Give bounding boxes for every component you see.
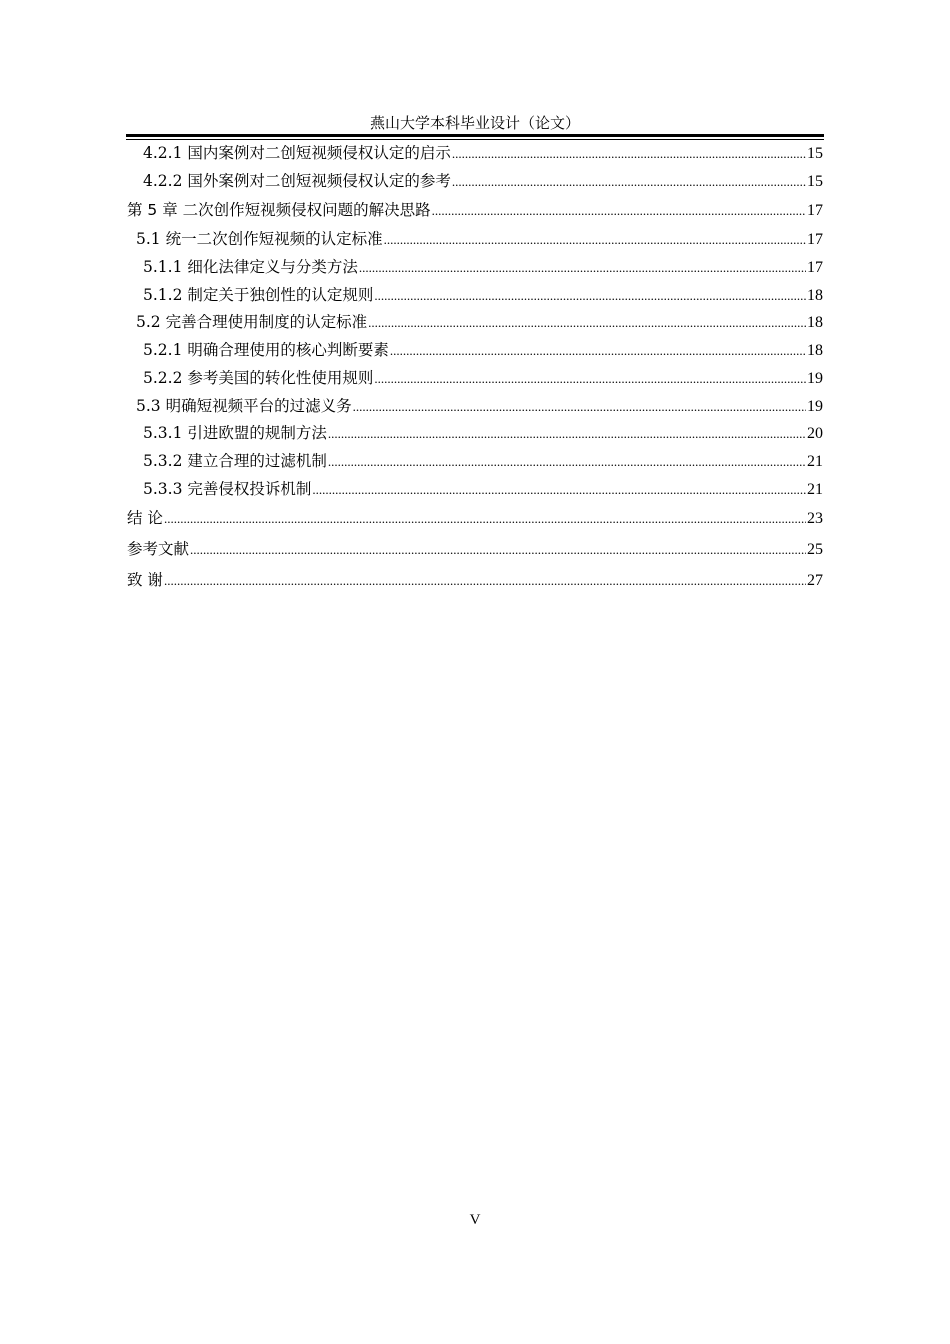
toc-entry-4-2-1[interactable] xyxy=(127,140,823,168)
toc-entry-page: 17 xyxy=(807,231,823,249)
toc-dot-leader xyxy=(374,365,806,393)
toc-entry-label: 4.2.1 国内案例对二创短视频侵权认定的启示 xyxy=(143,144,451,162)
toc-entry-page: 23 xyxy=(807,510,823,528)
toc-entry-5-3-3[interactable] xyxy=(127,476,823,504)
toc-dot-leader xyxy=(353,393,806,421)
toc-entry-5-1-1[interactable] xyxy=(127,254,823,282)
toc-entry-page: 15 xyxy=(807,172,823,190)
toc-entry-page: 19 xyxy=(807,397,823,415)
page-header-title: 燕山大学本科毕业设计（论文） xyxy=(369,114,580,132)
toc-dot-leader xyxy=(312,476,806,504)
toc-entry-page: 20 xyxy=(807,425,823,443)
toc-entry-page: 17 xyxy=(807,259,823,277)
toc-entry-page: 18 xyxy=(807,286,823,304)
toc-entry-page: 17 xyxy=(807,202,823,220)
toc-dot-leader xyxy=(390,337,806,365)
toc-entry-label: 5.3.3 完善侵权投诉机制 xyxy=(143,479,312,498)
toc-entry-page: 19 xyxy=(807,369,823,387)
toc-dot-leader xyxy=(164,503,806,534)
toc-dot-leader xyxy=(452,140,806,168)
toc-dot-leader xyxy=(328,448,806,476)
toc-entry-page: 27 xyxy=(807,572,823,590)
toc-entry-label: 5.1 统一二次创作短视频的认定标准 xyxy=(136,230,383,249)
toc-entry-references[interactable] xyxy=(127,534,823,565)
toc-dot-leader xyxy=(452,168,806,196)
table-of-contents xyxy=(127,140,823,596)
toc-entry-label: 结 论 xyxy=(127,509,163,528)
toc-entry-5-3[interactable] xyxy=(127,393,823,421)
toc-entry-label: 4.2.2 国外案例对二创短视频侵权认定的参考 xyxy=(143,171,451,190)
toc-dot-leader xyxy=(374,282,806,310)
toc-entry-page: 25 xyxy=(807,541,823,559)
toc-entry-label: 参考文献 xyxy=(127,540,190,559)
toc-entry-5-3-1[interactable] xyxy=(127,420,823,448)
toc-entry-label: 5.3.2 建立合理的过滤机制 xyxy=(143,451,327,470)
toc-entry-label: 5.3 明确短视频平台的过滤义务 xyxy=(136,396,352,415)
toc-entry-page: 15 xyxy=(807,145,823,162)
toc-dot-leader xyxy=(190,534,806,565)
toc-entry-page: 21 xyxy=(807,452,823,470)
toc-entry-5-2[interactable] xyxy=(127,309,823,337)
toc-entry-label: 5.2.1 明确合理使用的核心判断要素 xyxy=(143,341,389,360)
toc-entry-label: 致 谢 xyxy=(127,571,163,590)
toc-dot-leader xyxy=(432,195,806,226)
toc-entry-label: 5.2 完善合理使用制度的认定标准 xyxy=(136,313,368,332)
toc-entry-page: 21 xyxy=(807,480,823,498)
toc-dot-leader xyxy=(384,226,806,254)
toc-dot-leader xyxy=(368,309,806,337)
toc-entry-4-2-2[interactable] xyxy=(127,168,823,196)
toc-entry-label: 第 5 章 二次创作短视频侵权问题的解决思路 xyxy=(127,201,431,220)
toc-entry-5-1-2[interactable] xyxy=(127,282,823,310)
toc-entry-5-2-2[interactable] xyxy=(127,365,823,393)
toc-entry-5-2-1[interactable] xyxy=(127,337,823,365)
toc-entry-label: 5.3.1 引进欧盟的规制方法 xyxy=(143,424,327,443)
toc-dot-leader xyxy=(359,254,806,282)
toc-entry-page: 18 xyxy=(807,342,823,360)
toc-entry-chapter-5[interactable] xyxy=(127,195,823,226)
toc-dot-leader xyxy=(164,565,806,596)
toc-entry-label: 5.1.2 制定关于独创性的认定规则 xyxy=(143,285,374,304)
toc-entry-label: 5.1.1 细化法律定义与分类方法 xyxy=(143,258,358,277)
page-number: V xyxy=(469,1212,481,1228)
toc-entry-conclusion[interactable] xyxy=(127,503,823,534)
toc-entry-acknowledgements[interactable] xyxy=(127,565,823,596)
toc-entry-page: 18 xyxy=(807,314,823,332)
toc-entry-label: 5.2.2 参考美国的转化性使用规则 xyxy=(143,368,374,387)
toc-entry-5-1[interactable] xyxy=(127,226,823,254)
header-rule-thick xyxy=(126,134,824,137)
toc-dot-leader xyxy=(328,420,806,448)
toc-entry-5-3-2[interactable] xyxy=(127,448,823,476)
